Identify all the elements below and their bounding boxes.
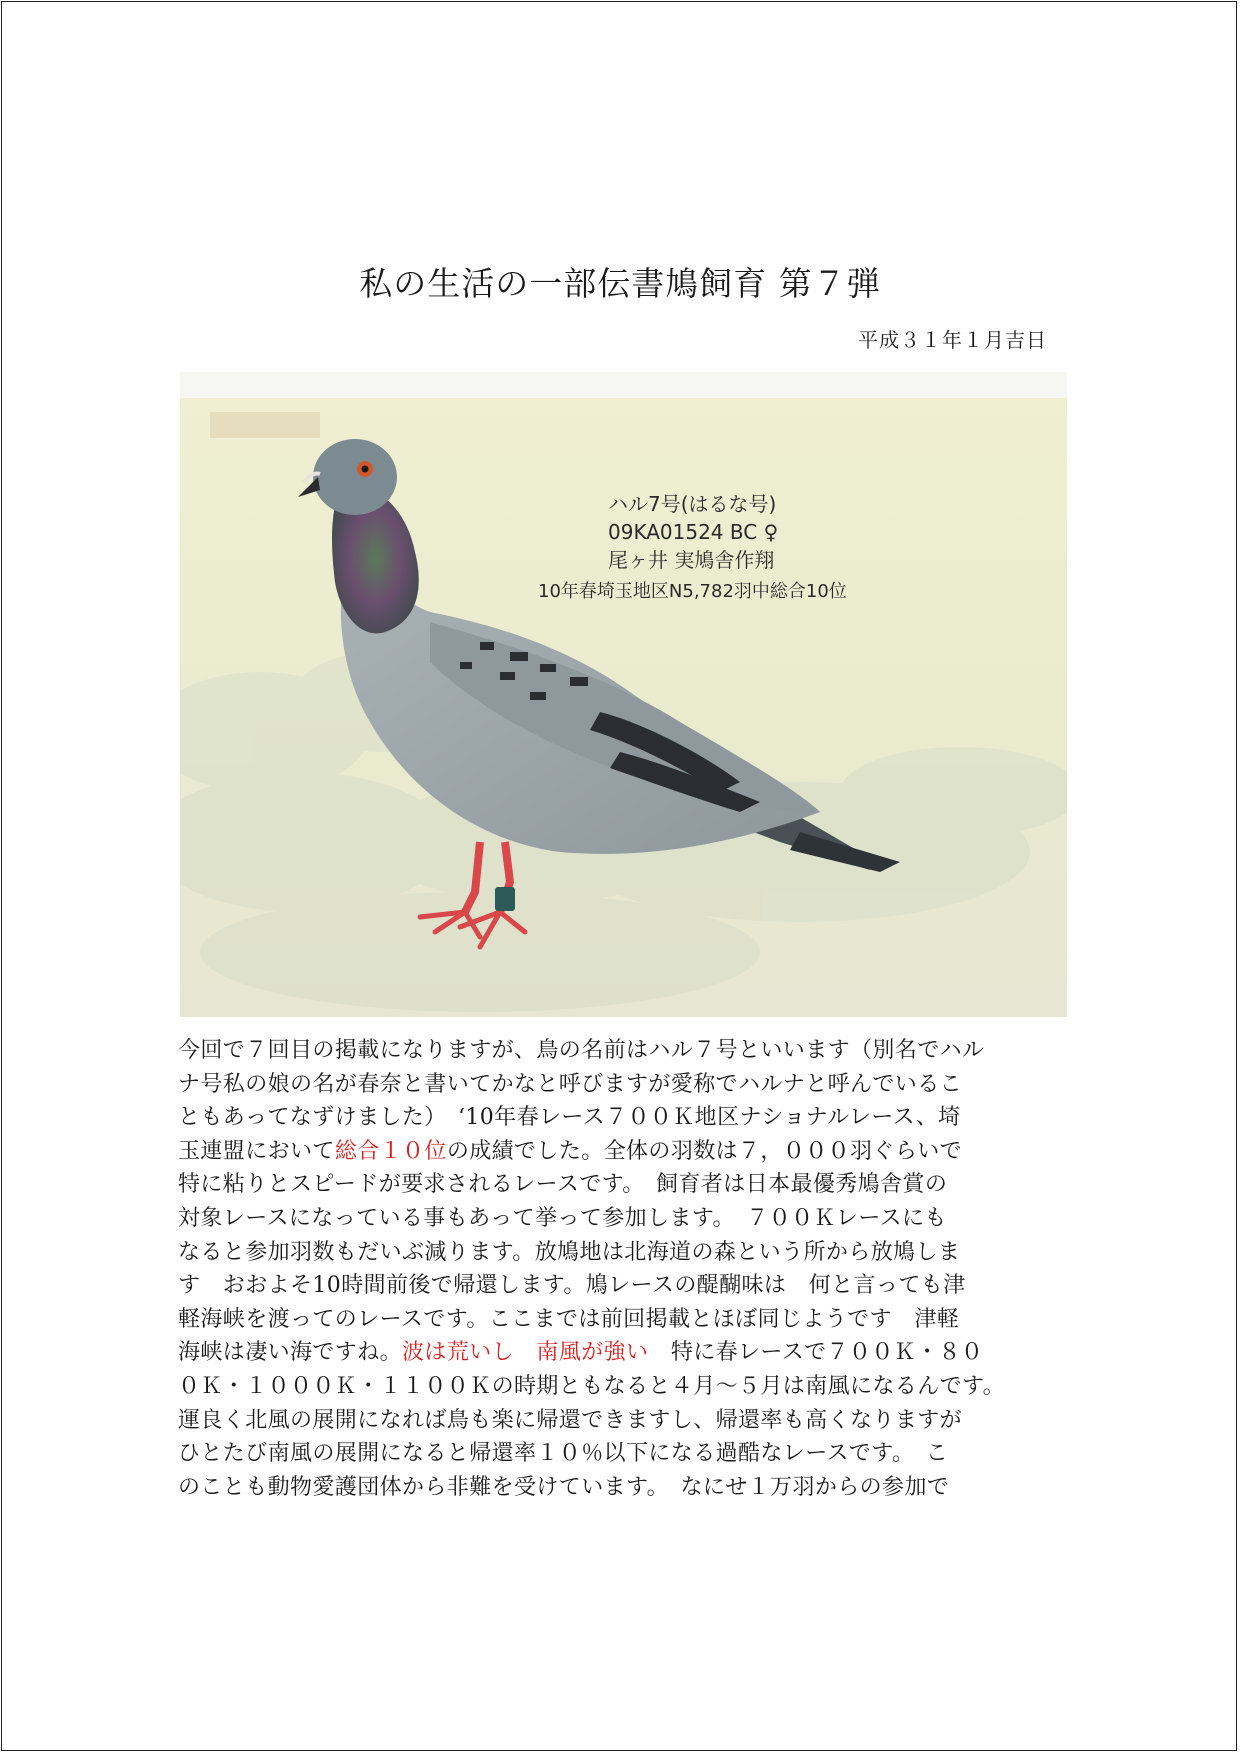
body-line: ナ号私の娘の名が春奈と書いてかなと呼びますが愛称でハルナと呼んでいるこ — [178, 1071, 963, 1097]
body-text: 玉連盟において — [178, 1138, 335, 1164]
caption-breeder: 尾ヶ井 実鳩舎作翔 — [608, 548, 775, 572]
document-title: 私の生活の一部伝書鳩飼育 第７弾 — [359, 264, 881, 303]
body-text: 特に春レースで７００Ｋ・８０ — [648, 1340, 984, 1366]
pigeon-photo — [180, 372, 1067, 1017]
body-line: のことも動物愛護団体から非難を受けています。 なにせ１万羽からの参加で — [178, 1474, 950, 1500]
body-line: ０Ｋ・１０００Ｋ・１１００Ｋの時期ともなると４月～５月は南風になるんです。 — [178, 1373, 1006, 1399]
highlight-weather: 波は荒いし 南風が強い — [402, 1340, 649, 1366]
body-line — [178, 1135, 1070, 1169]
body-text: 海峡は凄い海ですね。 — [178, 1340, 403, 1366]
body-line: ひとたび南風の展開になると帰還率１０％以下になる過酷なレースです。 こ — [178, 1441, 949, 1467]
body-line — [178, 1336, 1070, 1370]
body-line: 特に粘りとスピードが要求されるレースです。 飼育者は日本最優秀鳩舎賞の — [178, 1172, 948, 1198]
body-line: す おおよそ10時間前後で帰還します。鳩レースの醍醐味は 何と言っても津 — [178, 1273, 966, 1299]
body-line: 運良く北風の展開になれば鳥も楽に帰還できますし、帰還率も高くなりますが — [178, 1407, 963, 1433]
caption-result: 10年春埼玉地区N5,782羽中総合10位 — [538, 581, 847, 602]
body-line: 今回で７回目の掲載になりますが、鳥の名前はハル７号といいます（別名でハル — [178, 1038, 985, 1063]
body-line: 軽海峡を渡ってのレースです。ここまでは前回掲載とほぼ同じようです 津軽 — [178, 1306, 960, 1332]
body-text: の成績でした。全体の羽数は７，０００羽ぐらいで — [446, 1138, 963, 1164]
document-date: 平成３１年１月吉日 — [858, 328, 1047, 352]
photo-caption — [538, 490, 847, 606]
body-line: 対象レースになっている事もあって挙って参加します。 ７００Ｋレースにも — [178, 1205, 947, 1231]
caption-name: ハル7号(はるな号) — [608, 492, 777, 516]
caption-band-number: 09KA01524 BC ♀ — [608, 520, 779, 544]
pigeon-illustration — [180, 372, 1067, 1017]
body-line: ともあってなずけました） ‘10年春レース７００Ｋ地区ナショナルレース、埼 — [178, 1105, 961, 1131]
highlight-result: 総合１０位 — [334, 1138, 447, 1164]
body-line: なると参加羽数もだいぶ減ります。放鳩地は北海道の森という所から放鳩しま — [178, 1239, 961, 1265]
article-body — [178, 1034, 1070, 1504]
